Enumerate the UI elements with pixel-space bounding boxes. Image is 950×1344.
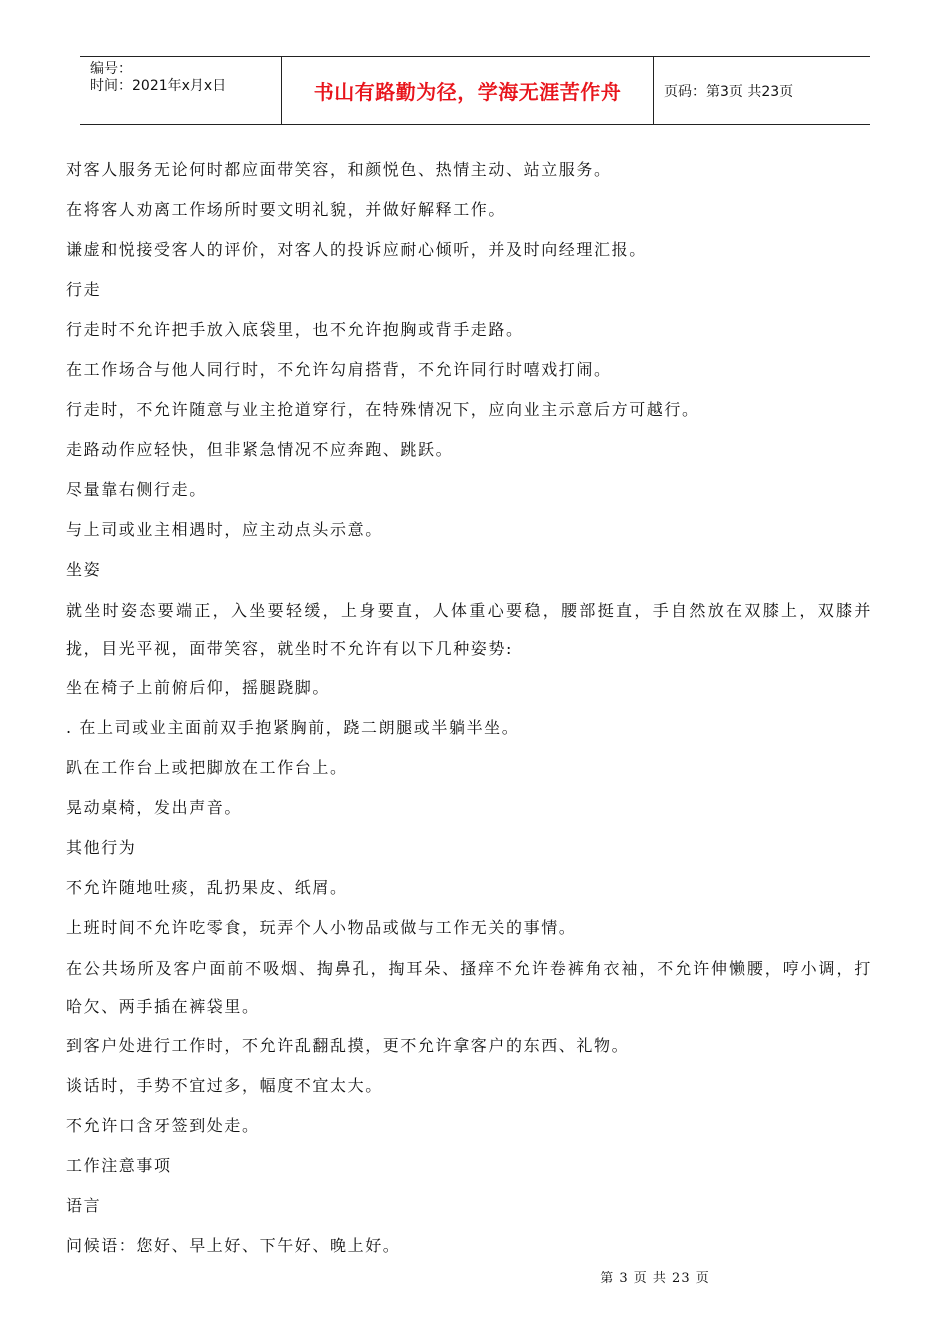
section-heading-sitting: 坐姿 — [66, 560, 102, 579]
paragraph: 在公共场所及客户面前不吸烟、掏鼻孔，掏耳朵、搔痒不允许卷裤角衣袖，不允许伸懒腰，哼小调，打哈欠、两手插在裤袋里。 — [66, 959, 872, 1016]
paragraph: 谦虚和悦接受客人的评价，对客人的投诉应耐心倾听，并及时向经理汇报。 — [66, 240, 647, 259]
header-meta — [80, 57, 282, 124]
page-header — [80, 56, 870, 125]
header-motto: 书山有路勤为径，学海无涯苦作舟 — [282, 57, 654, 124]
document-body — [66, 150, 872, 1266]
paragraph: 行走时，不允许随意与业主抢道穿行，在特殊情况下，应向业主示意后方可越行。 — [66, 400, 700, 419]
paragraph: 就坐时姿态要端正，入坐要轻缓，上身要直，人体重心要稳，腰部挺直，手自然放在双膝上，双膝并拢，目光平视，面带笑容，就坐时不允许有以下几种姿势: — [66, 601, 872, 658]
time-label: 时间：2021年x月x日 — [90, 78, 227, 94]
paragraph: 行走时不允许把手放入底袋里，也不允许抱胸或背手走路。 — [66, 320, 524, 339]
page-footer: 第 3 页 共 23 页 — [600, 1271, 710, 1286]
paragraph: 趴在工作台上或把脚放在工作台上。 — [66, 758, 348, 777]
paragraph: 问候语：您好、早上好、下午好、晚上好。 — [66, 1236, 401, 1255]
paragraph: . 在上司或业主面前双手抱紧胸前，跷二朗腿或半躺半坐。 — [66, 718, 520, 737]
paragraph: 到客户处进行工作时，不允许乱翻乱摸，更不允许拿客户的东西、礼物。 — [66, 1036, 630, 1055]
section-heading-language: 语言 — [66, 1196, 102, 1215]
paragraph: 坐在椅子上前俯后仰，摇腿跷脚。 — [66, 678, 331, 697]
paragraph: 晃动桌椅，发出声音。 — [66, 798, 243, 817]
paragraph: 对客人服务无论何时都应面带笑容，和颜悦色、热情主动、站立服务。 — [66, 160, 612, 179]
paragraph: 上班时间不允许吃零食，玩弄个人小物品或做与工作无关的事情。 — [66, 918, 577, 937]
paragraph: 不允许口含牙签到处走。 — [66, 1116, 260, 1135]
paragraph: 在将客人劝离工作场所时要文明礼貌，并做好解释工作。 — [66, 200, 507, 219]
doc-number-label: 编号： — [90, 61, 132, 77]
paragraph: 走路动作应轻快，但非紧急情况不应奔跑、跳跃。 — [66, 440, 454, 459]
paragraph: 谈话时，手势不宜过多，幅度不宜太大。 — [66, 1076, 383, 1095]
paragraph: 与上司或业主相遇时，应主动点头示意。 — [66, 520, 383, 539]
paragraph: 尽量靠右侧行走。 — [66, 480, 207, 499]
section-heading-work-notes: 工作注意事项 — [66, 1156, 172, 1175]
paragraph: 不允许随地吐痰，乱扔果皮、纸屑。 — [66, 878, 348, 897]
section-heading-other: 其他行为 — [66, 838, 137, 857]
section-heading-walking: 行走 — [66, 280, 102, 299]
header-page-info: 页码：第3页 共23页 — [664, 83, 794, 100]
paragraph: 在工作场合与他人同行时，不允许勾肩搭背，不允许同行时嘻戏打闹。 — [66, 360, 612, 379]
